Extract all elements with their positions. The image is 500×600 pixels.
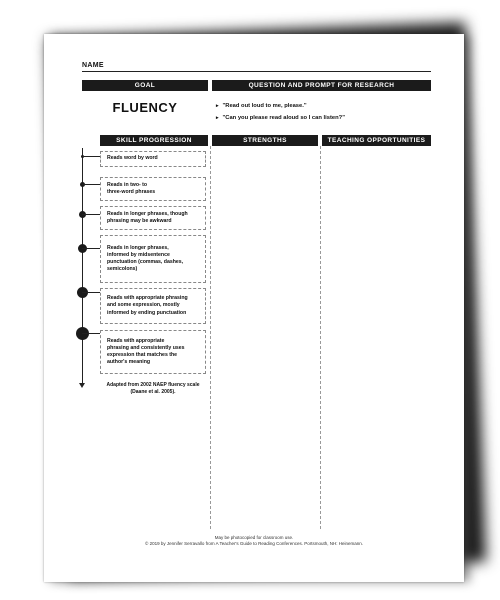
prompt-text: "Read out loud to me, please.": [222, 103, 307, 109]
question-header: QUESTION AND PROMPT FOR RESEARCH: [212, 80, 431, 91]
footer-copyright: © 2019 by Jennifer Serravallo from A Teacher's Guide to Reading Conferences. Portsmouth, NH: Heinemann.: [145, 541, 363, 546]
connector-line: [82, 214, 100, 215]
skill-step: [100, 177, 206, 201]
column-divider: [320, 146, 321, 529]
connector-line: [82, 333, 100, 334]
worksheet-page: [44, 34, 464, 582]
name-label: NAME: [82, 62, 104, 69]
skill-step-text: Reads with appropriate phrasing and some expression, mostly informed by ending punctuation: [107, 295, 188, 316]
goal-header: GOAL: [82, 80, 208, 91]
column-divider: [210, 146, 211, 529]
teaching-opportunities-header: TEACHING OPPORTUNITIES: [322, 135, 431, 146]
prompt-text: "Can you please read aloud so I can listen?": [222, 115, 345, 121]
skill-step-text: Reads in two- to three-word phrases: [107, 181, 156, 195]
prompt-item: [216, 115, 426, 121]
skill-step-text: Reads with appropriate phrasing and consistently uses expression that matches the author's meaning: [107, 337, 185, 366]
connector-line: [82, 156, 100, 157]
skill-step-text: Reads word by word: [107, 155, 158, 162]
skill-step: [100, 151, 206, 167]
timeline-arrow-icon: [79, 383, 85, 388]
connector-line: [82, 292, 100, 293]
footer-note: May be photocopied for classroom use.: [214, 535, 294, 540]
goal-title: FLUENCY: [112, 100, 178, 115]
connector-line: [82, 184, 100, 185]
skill-step: [100, 235, 206, 283]
skill-step: [100, 288, 206, 324]
skill-step: [100, 206, 206, 230]
strengths-header: STRENGTHS: [212, 135, 318, 146]
skill-step-text: Reads in longer phrases, informed by midsentence punctuation (commas, dashes, semicolons): [107, 244, 184, 273]
bullet-icon: ▸: [216, 103, 219, 109]
connector-line: [82, 248, 100, 249]
skill-step-text: Reads in longer phrases, though phrasing may be awkward: [107, 210, 188, 224]
skill-step: [100, 330, 206, 374]
prompt-item: [216, 103, 426, 109]
bullet-icon: ▸: [216, 115, 219, 121]
name-line: [82, 71, 431, 72]
skill-progression-header: SKILL PROGRESSION: [100, 135, 208, 146]
source-credit: Adapted from 2002 NAEP fluency scale (Daane et al. 2005).: [106, 382, 200, 395]
